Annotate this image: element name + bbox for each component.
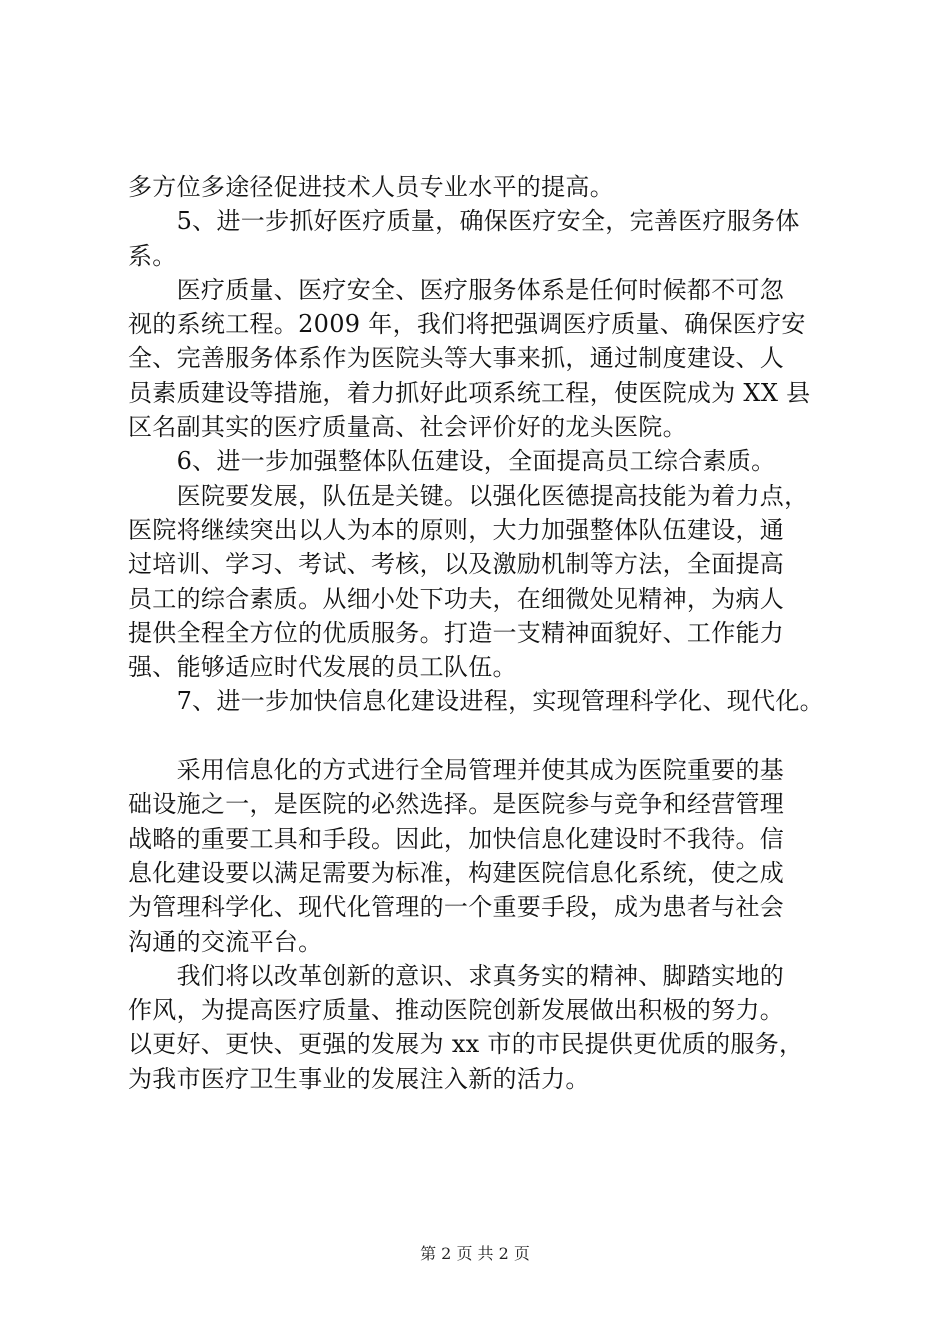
text-line: 作风，为提高医疗质量、推动医院创新发展做出积极的努力。 [128,996,785,1025]
text-line: 过培训、学习、考试、考核，以及激励机制等方法，全面提高 [128,550,785,579]
text-line: 为我市医疗卫生事业的发展注入新的活力。 [128,1064,590,1093]
text-line: 医院将继续突出以人为本的原则，大力加强整体队伍建设，通 [128,515,785,544]
text-line: 采用信息化的方式进行全局管理并使其成为医院重要的基 [128,756,785,785]
blank-line [128,719,848,753]
text-line: 医院要发展，队伍是关键。以强化医德提高技能为着力点， [128,481,809,510]
text-line: 础设施之一，是医院的必然选择。是医院参与竞争和经营管理 [128,790,785,819]
page-number-footer: 第 2 页 共 2 页 [420,1244,530,1263]
text-line: 5、进一步抓好医疗质量，确保医疗安全，完善医疗服务体 [128,207,800,236]
text-line: 我们将以改革创新的意识、求真务实的精神、脚踏实地的 [128,961,785,990]
text-line: 医疗质量、医疗安全、医疗服务体系是任何时候都不可忽 [128,275,785,304]
document-body [128,170,848,1096]
text-line: 多方位多途径促进技术人员专业水平的提高。 [128,173,614,201]
text-line: 视的系统工程。2009 年，我们将把强调医疗质量、确保医疗安 [128,310,806,339]
text-line: 沟通的交流平台。 [128,927,323,956]
text-line: 区名副其实的医疗质量高、社会评价好的龙头医院。 [128,413,687,442]
text-line: 系。 [128,241,177,270]
text-line: 提供全程全方位的优质服务。打造一支精神面貌好、工作能力 [128,618,785,647]
text-line: 息化建设要以满足需要为标准，构建医院信息化系统，使之成 [128,858,785,887]
text-line: 6、进一步加强整体队伍建设，全面提高员工综合素质。 [128,447,776,476]
text-line: 全、完善服务体系作为医院头等大事来抓，通过制度建设、人 [128,344,785,373]
text-line: 强、能够适应时代发展的员工队伍。 [128,653,517,682]
text-line: 员素质建设等措施，着力抓好此项系统工程，使医院成为 XX 县 [128,378,811,407]
text-line: 战略的重要工具和手段。因此，加快信息化建设时不我待。信 [128,824,785,853]
text-line: 为管理科学化、现代化管理的一个重要手段，成为患者与社会 [128,893,785,922]
text-line: 以更好、更快、更强的发展为 xx 市的市民提供更优质的服务， [128,1030,804,1059]
text-line: 7、进一步加快信息化建设进程，实现管理科学化、现代化。 [128,687,824,716]
text-line: 员工的综合素质。从细小处下功夫，在细微处见精神，为病人 [128,584,785,613]
